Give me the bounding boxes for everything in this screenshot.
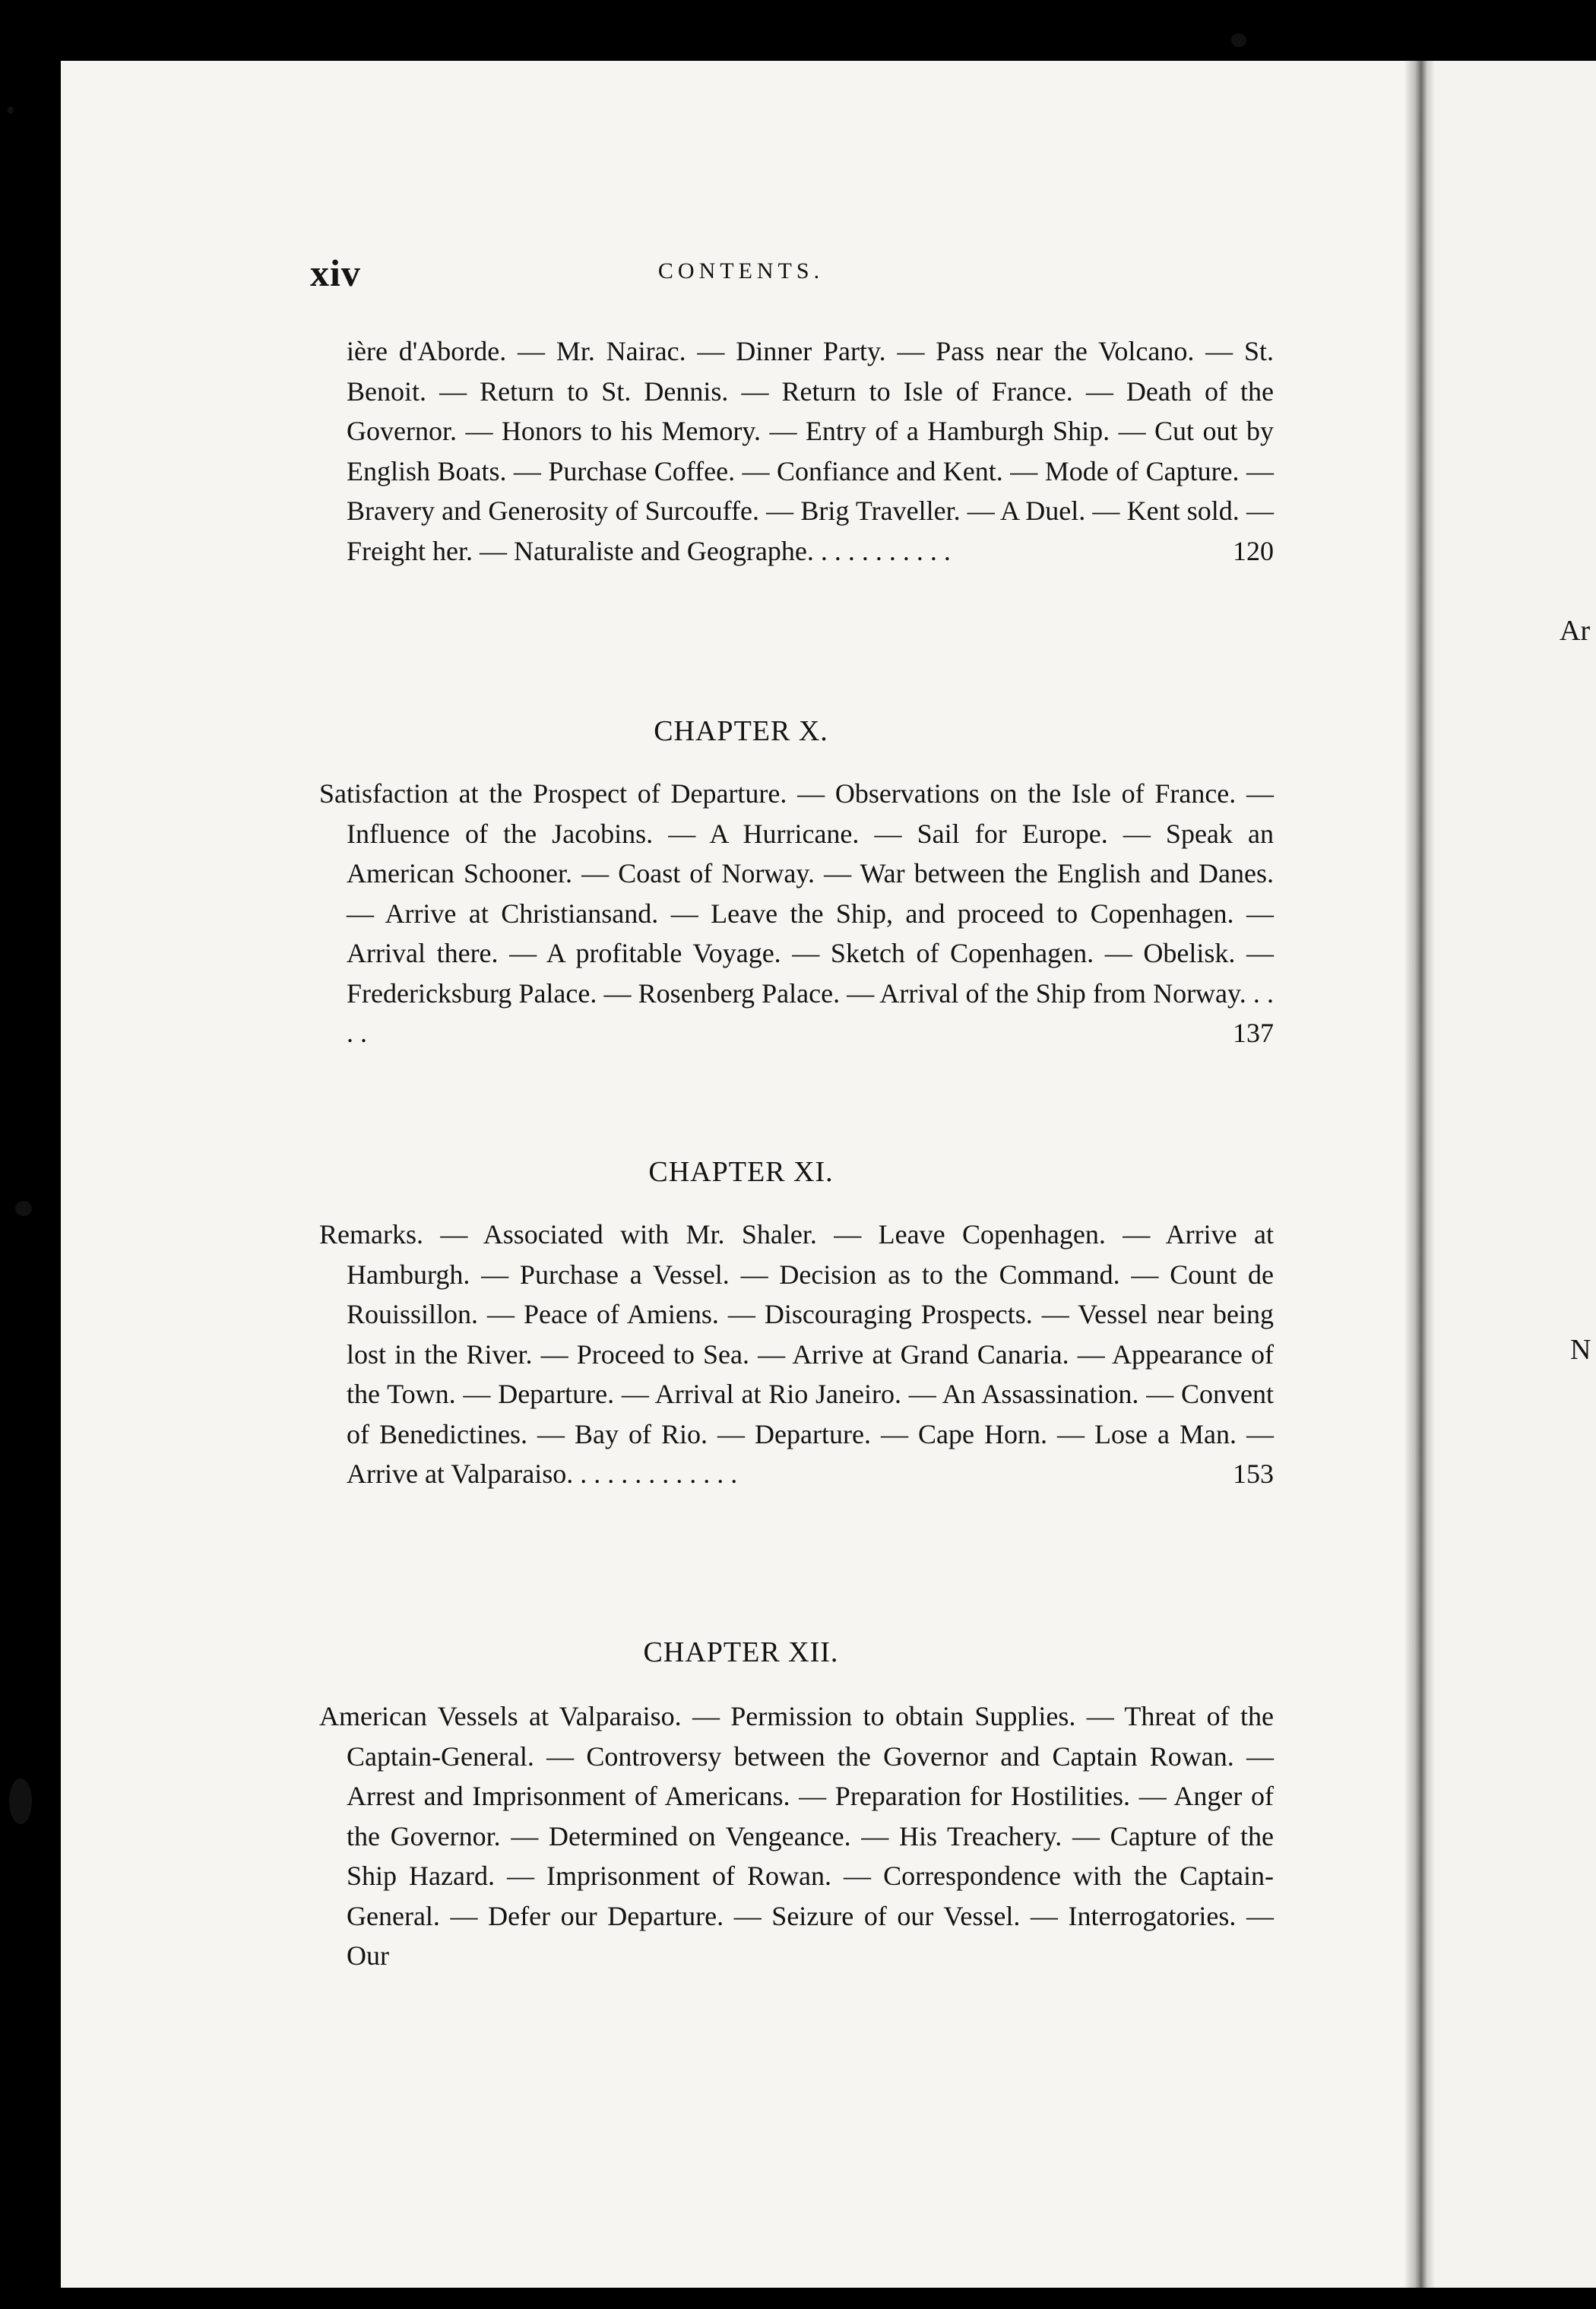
page-content — [61, 0, 1421, 2309]
entry-text: American Vessels at Valparaiso. — Permission to obtain Supplies. — Threat of the Captain-General. — Controversy between the Governor and Captain Rowan. — Arrest and Imprisonment of Americans. — Preparation for Hostilities. — Anger of the Governor. — Determined on Vengeance. — His Treachery. — Capture of the Ship Hazard. — Imprisonment of Rowan. — Correspondence with the Captain-General. — Defer our Departure. — Seizure of our Vessel. — Interrogatories. — Our — [319, 1701, 1274, 1971]
entry-text: Satisfaction at the Prospect of Departure. — Observations on the Isle of France. — Influence of the Jacobins. — A Hurricane. — Sail for Europe. — Speak an American Schooner. — Coast of Norway. — War between the English and Danes. — Arrive at Christiansand. — Leave the Ship, and proceed to Copenhagen. — Arrival there. — A profitable Voyage. — Sketch of Copenhagen. — Obelisk. — Fredericksburg Palace. — Rosenberg Palace. — Arrival of the Ship from Norway. . . . . — [319, 778, 1274, 1048]
facing-page — [1435, 61, 1596, 2288]
page-folio: xiv — [310, 252, 361, 294]
chapter-heading: CHAPTER XI. — [648, 1156, 834, 1188]
contents-entry — [319, 774, 1274, 1053]
entry-text: Remarks. — Associated with Mr. Shaler. — Leave Copenhagen. — Arrive at Hamburgh. — Purchase a Vessel. — Decision as to the Command. — Count de Rouissillon. — Peace of Amiens. — Discouraging Prospects. — Vessel near being lost in the River. — Proceed to Sea. — Arrive at Grand Canaria. — Appearance of the Town. — Departure. — Arrival at Rio Janeiro. — An Assassination. — Convent of Benedictines. — Bay of Rio. — Departure. — Cape Horn. — Lose a Man. — Arrive at Valparaiso. . . . . . . . . . . . . — [319, 1219, 1274, 1489]
contents-entry — [319, 331, 1274, 571]
running-title: CONTENTS. — [657, 258, 825, 283]
entry-page-number: 137 — [1233, 1018, 1274, 1048]
scan-speck — [8, 106, 14, 114]
entry-text: ière d'Aborde. — Mr. Nairac. — Dinner Party. — Pass near the Volcano. — St. Benoit. — Return to St. Dennis. — Return to Isle of France. — Death of the Governor. — Honors to his Memory. — Entry of a Hamburgh Ship. — Cut out by English Boats. — Purchase Coffee. — Confiance and Kent. — Mode of Capture. — Bravery and Generosity of Surcouffe. — Brig Traveller. — A Duel. — Kent sold. — Freight her. — Naturaliste and Geographe. . . . . . . . . . . — [347, 336, 1274, 566]
chapter-heading: CHAPTER X. — [654, 715, 828, 747]
contents-entry — [319, 1696, 1274, 1976]
facing-page-fragment: N — [1570, 1334, 1591, 1366]
entry-page-number: 153 — [1233, 1459, 1274, 1489]
contents-entry — [319, 1215, 1274, 1494]
scan-speck — [15, 1201, 32, 1216]
facing-page-fragment: Ar — [1560, 615, 1591, 647]
scan-speck — [9, 1778, 32, 1824]
running-head — [61, 251, 1421, 296]
chapter-heading: CHAPTER XII. — [643, 1636, 839, 1668]
entry-page-number: 120 — [1233, 535, 1274, 566]
